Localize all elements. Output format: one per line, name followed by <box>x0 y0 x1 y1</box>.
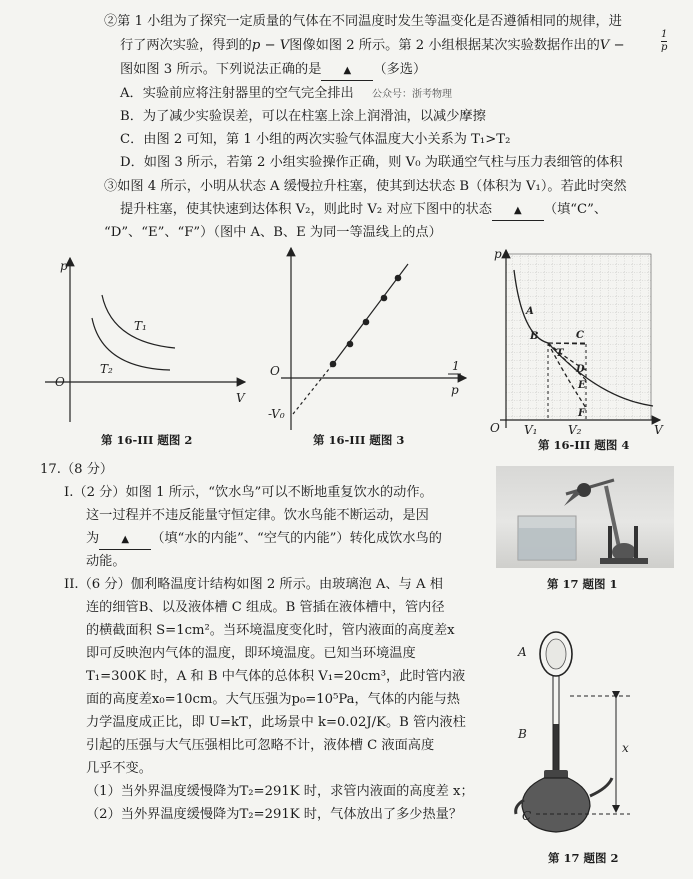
q17-i-line4: 动能。 <box>86 554 126 569</box>
data-point <box>381 295 388 302</box>
q17-ii-line: 面的高度差x₀=10cm。大气压强为p₀=10⁵Pa，气体的内能与热 <box>86 692 460 707</box>
galileo-thermometer-figure <box>512 628 662 846</box>
q17-i-line3: 为 ▲ （填“水的内能”、“空气的内能”）转化成饮水鸟的 <box>86 529 442 550</box>
q17-ii-line: 连的细管B、以及液体槽 C 组成。B 管插在液体槽中，管内径 <box>86 600 445 615</box>
data-point <box>330 361 337 368</box>
q16-p2-line1: ②第 1 小组为了探究一定质量的气体在不同温度时发生等温变化是否遵循相同的规律，进 <box>104 14 622 29</box>
x-den: p <box>451 383 459 397</box>
q16-p3-line2: 提升柱塞，使其快速到达体积 V₂，则此时 V₂ 对应下图中的状态 ▲ （填“C”、 <box>120 200 607 221</box>
origin-label: O <box>490 421 500 435</box>
drinking-bird-illustration <box>496 466 674 568</box>
fig17-1-caption: 第 17 题图 1 <box>547 577 618 591</box>
data-point <box>395 275 402 282</box>
q17-i-line2: 这一过程并不违反能量守恒定律。饮水鸟能不断运动，是因 <box>86 508 429 523</box>
point-b-label: B <box>530 331 539 342</box>
q17-ii-line: 引起的压强与大气压强相比可忽略不计，液体槽 C 液面高度 <box>86 738 435 753</box>
q16-p2-line3: 图如图 3 所示。下列说法正确的是 ▲ （多选） <box>120 60 426 81</box>
reservoir-c <box>522 778 590 832</box>
fig2-caption: 第 16-III 题图 2 <box>101 433 193 447</box>
label-x: x <box>622 741 629 755</box>
point-d-label: D <box>576 364 585 375</box>
figure-16-2 <box>40 250 250 425</box>
data-point <box>347 341 354 348</box>
t2-label: T₂ <box>100 362 113 376</box>
q16-frac: 1 p <box>661 29 668 53</box>
v0-label: -V₀ <box>268 407 285 421</box>
drinking-bird-photo <box>496 466 674 568</box>
p-label: p <box>494 247 502 261</box>
x-num: 1 <box>452 359 460 373</box>
point-c-label: C <box>576 330 584 341</box>
answer-blank[interactable]: ▲ <box>492 201 544 221</box>
watermark: 公众号：浙考物理 <box>372 89 452 100</box>
q16-p3-line3: “D”、“E”、“F”）（图中 A、B、E 为同一等温线上的点） <box>104 225 442 240</box>
fig4-caption: 第 16-III 题图 4 <box>538 438 630 452</box>
fig3-caption: 第 16-III 题图 3 <box>313 433 405 447</box>
label-c: C <box>522 809 532 823</box>
q17-sub2: （2）当外界温度缓慢降为T₂=291K 时，气体放出了多少热量？ <box>86 807 463 822</box>
v-label: V <box>654 423 663 437</box>
q17-ii-line: 力学温度成正比，即 U=kT，此场景中 k=0.02J/K。B 管内液柱 <box>86 715 466 730</box>
origin-label: O <box>55 375 65 389</box>
answer-blank[interactable]: ▲ <box>99 530 151 550</box>
q17-ii-line: II.（6 分）伽利略温度计结构如图 2 所示。由玻璃泡 A、与 A 相 <box>64 577 443 592</box>
q16-p2-line2: 行了两次实验，得到的p − V图像如图 2 所示。第 2 小组根据某次实验数据作出的V − <box>120 38 625 53</box>
figure-16-3 <box>256 244 471 432</box>
answer-blank[interactable]: ▲ <box>321 61 373 81</box>
fig17-2-caption: 第 17 题图 2 <box>548 851 619 865</box>
temperature-t-label: T <box>556 348 564 359</box>
q17-ii-line: 几乎不变。 <box>86 761 152 776</box>
label-b: B <box>518 727 527 741</box>
point-e-label: E <box>578 380 586 391</box>
t1-label: T₁ <box>134 319 147 333</box>
option-d: D．如图 3 所示，若第 2 小组实验操作正确，则 V₀ 为联通空气柱与压力表细管的体积 <box>120 155 623 170</box>
option-b: B．为了减少实验误差，可以在柱塞上涂上润滑油，以减少摩擦 <box>120 109 486 124</box>
q16-p3-line1: ③如图 4 所示，小明从状态 A 缓慢拉升柱塞，使其到达状态 B（体积为 V₁）。若此时突然 <box>104 179 627 194</box>
label-a: A <box>518 645 527 659</box>
origin-label: O <box>270 364 280 378</box>
point-f-label: F <box>578 408 586 419</box>
q17-sub1: （1）当外界温度缓慢降为T₂=291K 时，求管内液面的高度差 x； <box>86 784 474 799</box>
p-label: p <box>60 259 68 273</box>
figure-16-4 <box>488 248 663 438</box>
liquid-column <box>554 724 559 778</box>
extrapolation-line <box>293 364 333 414</box>
q17-i-line1: I.（2 分）如图 1 所示，“饮水鸟”可以不断地重复饮水的动作。 <box>64 485 433 500</box>
q17-ii-line: 的横截面积 S=1cm²。当环境温度变化时，管内液面的高度差x <box>86 623 455 638</box>
v2-label: V₂ <box>568 423 582 437</box>
q17-ii-line: T₁=300K 时，A 和 B 中气体的总体积 V₁=20cm³，此时管内液 <box>86 669 466 684</box>
point-a-label: A <box>526 306 534 317</box>
q17-header: 17.（8 分） <box>40 462 114 477</box>
v1-label: V₁ <box>524 423 538 437</box>
data-point <box>363 319 370 326</box>
option-c: C．由图 2 可知，第 1 小组的两次实验气体温度大小关系为 T₁>T₂ <box>120 132 511 147</box>
q17-ii-line: 即可反映泡内气体的温度，即环境温度。已知当环境温度 <box>86 646 416 661</box>
option-a: A．实验前应将注射器里的空气完全排出 <box>120 86 354 101</box>
v-label: V <box>236 391 245 405</box>
